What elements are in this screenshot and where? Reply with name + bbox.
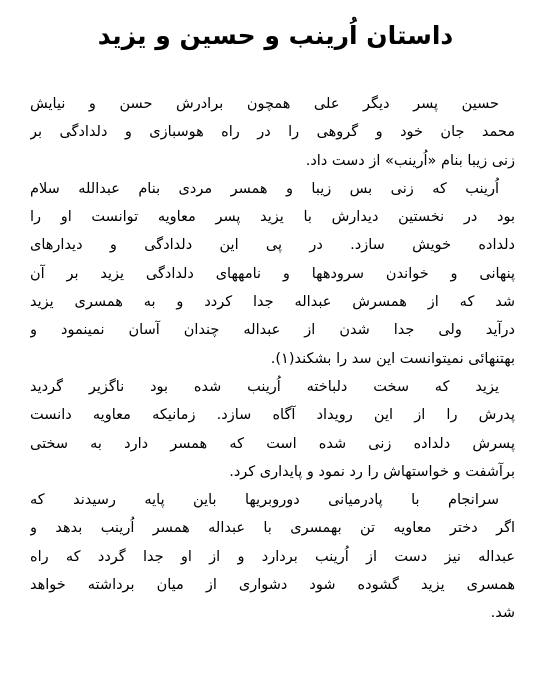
paragraph-line: درآید ولی جدا شدن از عبداله چندان آسان نمینمود و bbox=[30, 322, 515, 339]
paragraph-line: همسری یزید گشوده شود دشواری از میان برداشته خواهد bbox=[30, 577, 515, 594]
paragraph-line: اُرینب که زنی بس زیبا و همسر مردی بنام عبدالله سلام bbox=[30, 180, 499, 197]
paragraph-line: پنهانی و خواندن سرودهها و نامههای دلدادگی یزید بر آن bbox=[30, 265, 515, 282]
paragraph-line: برآشفت و خواستهاش را رد نمود و پایداری کرد. bbox=[229, 463, 515, 480]
document-title: داستان اُرینب و حسین و یزید bbox=[97, 21, 454, 50]
paragraph-line: پدرش را از این رویداد آگاه سازد. زمانیکه معاویه دانست bbox=[30, 407, 515, 424]
paragraph-line: زنی زیبا بنام «اُرینب» از دست داد. bbox=[305, 152, 515, 169]
paragraph-line: سرانجام با پادرمیانی دوروبریها باین پایه رسیدند که bbox=[30, 492, 499, 509]
paragraph-line: محمد جان خود و گروهی را در راه هوسبازی و دلدادگی بر bbox=[30, 124, 515, 141]
paragraph-line: شد. bbox=[490, 605, 515, 622]
paragraph-line: اگر دختر معاویه تن بهمسری با عبداله همسر اُرینب بدهد و bbox=[30, 520, 515, 537]
paragraph-line: بهتنهائی نمیتوانست این سد را بشکند(۱). bbox=[270, 350, 515, 367]
paragraph-line: پسرش دلداده زنی شده است که همسر دارد به سختی bbox=[30, 435, 515, 452]
paragraph-line: شد که از همسرش عبداله جدا کردد و به همسری یزید bbox=[30, 294, 515, 311]
paragraph-line: یزید که سخت دلباخته اُرینب شده بود ناگزیر گردید bbox=[30, 378, 499, 395]
paragraph-line: حسین پسر دیگر علی همچون برادرش حسن و نیایش bbox=[30, 96, 499, 112]
paragraph-line: دلداده خویش سازد. در پی این دلدادگی و دیدارهای bbox=[30, 237, 515, 254]
paragraph-line: بود در نخستین دیدارش با یزید پسر معاویه توانست او را bbox=[30, 209, 515, 226]
document-body bbox=[30, 90, 515, 628]
paragraph-line: عبداله نیز دست از اُرینب بردارد و از او جدا گردد که راه bbox=[30, 548, 515, 565]
